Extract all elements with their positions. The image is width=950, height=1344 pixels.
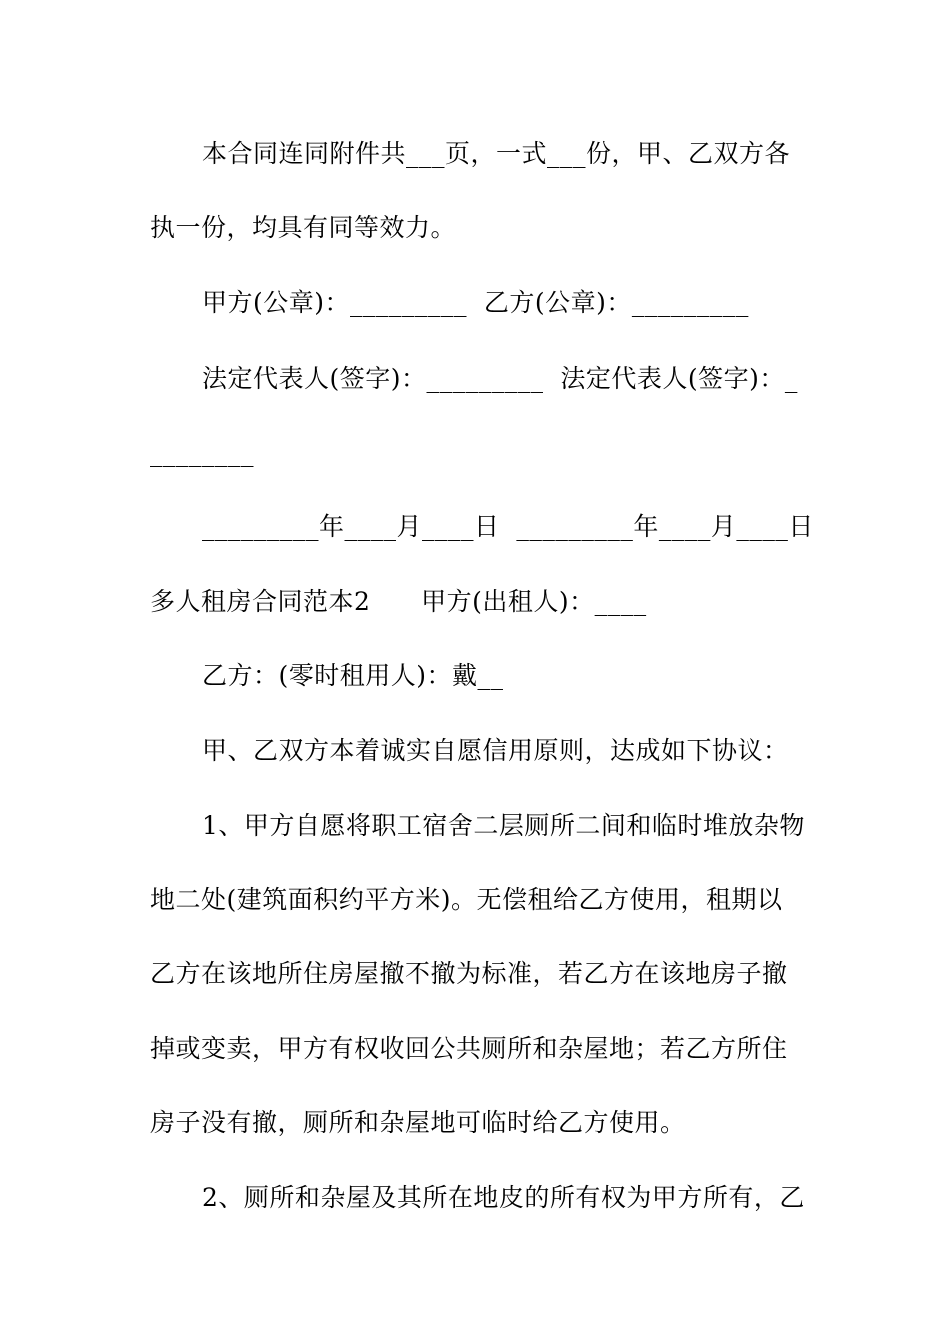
template-title-line: 多人租房合同范本2 甲方(出租人)：____: [150, 587, 647, 616]
legal-representative-line-cont: ________: [150, 438, 254, 467]
legal-representative-line: 法定代表人(签字)：_________ 法定代表人(签字)：_: [202, 364, 798, 393]
clause-1-line-3: 乙方在该地所住房屋撤不撤为标准，若乙方在该地房子撤: [150, 959, 788, 988]
clause-1-line-1: 1、甲方自愿将职工宿舍二层厕所二间和临时堆放杂物: [202, 811, 805, 840]
contract-copies-clause-cont: 执一份，均具有同等效力。: [150, 213, 457, 242]
date-line: _________年____月____日 _________年____月____日: [202, 512, 814, 541]
contract-copies-clause: 本合同连同附件共___页，一式___份，甲、乙双方各: [202, 139, 791, 168]
clause-2-line-1: 2、厕所和杂屋及其所在地皮的所有权为甲方所有，乙: [202, 1183, 805, 1212]
clause-1-line-2: 地二处(建筑面积约平方米)。无偿租给乙方使用，租期以: [150, 885, 783, 914]
clause-1-line-5: 房子没有撤，厕所和杂屋地可临时给乙方使用。: [150, 1108, 686, 1137]
clause-1-line-4: 掉或变卖，甲方有权收回公共厕所和杂屋地；若乙方所住: [150, 1034, 788, 1063]
agreement-intro: 甲、乙双方本着诚实自愿信用原则，达成如下协议：: [202, 736, 789, 765]
party-b-line: 乙方：(零时租用人)：戴__: [202, 661, 504, 690]
party-seal-line: 甲方(公章)：_________ 乙方(公章)：_________: [202, 288, 749, 317]
